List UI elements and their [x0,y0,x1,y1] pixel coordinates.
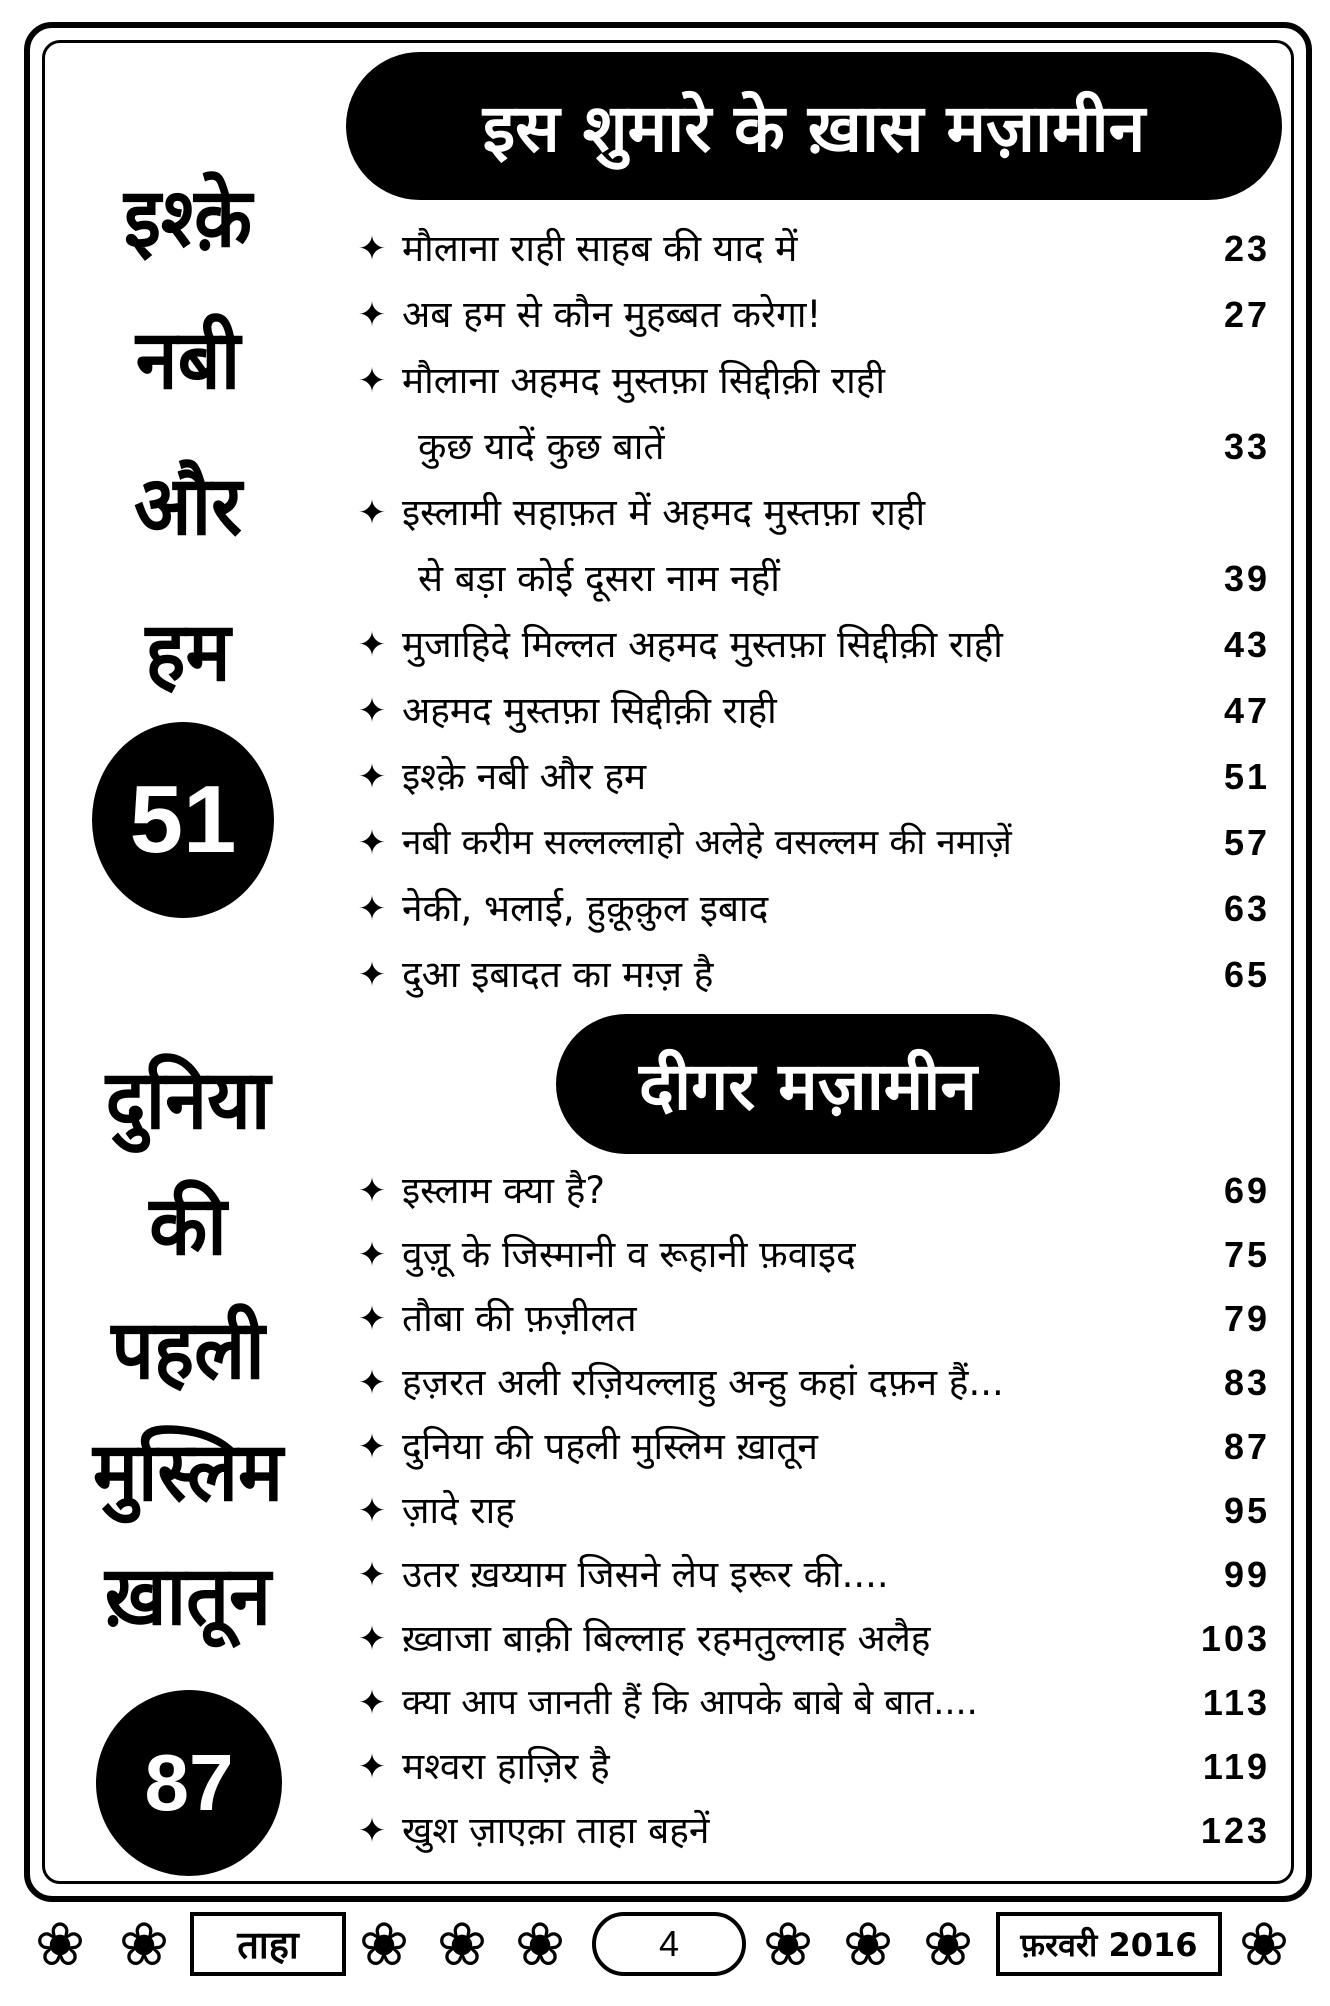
flower-ornament-icon: ❀ [436,1910,488,1980]
flower-ornament-icon: ❀ [514,1910,566,1980]
star-bullet-icon: ✦ [357,625,387,665]
toc-entry-page: 51 [1223,756,1270,797]
toc-entry[interactable] [350,284,1270,346]
toc-entry-title: नेकी, भलाई, हुक़ूक़ुल इबाद [402,887,769,930]
toc-entry-title: ज़ादे राह [402,1489,515,1532]
star-bullet-icon: ✦ [357,1619,387,1659]
star-bullet-icon: ✦ [357,1811,387,1851]
toc-entry[interactable] [350,812,1270,874]
toc-entry-page: 23 [1223,228,1270,269]
flower-ornament-icon: ❀ [1238,1910,1290,1980]
toc-entry[interactable] [350,1736,1270,1798]
toc-entry-title: अब हम से कौन मुहब्बत करेगा! [402,293,822,336]
toc-entry-title: दुआ इबादत का मग़्ज़ है [402,953,714,996]
toc-entry[interactable] [350,350,1270,412]
star-bullet-icon: ✦ [357,889,387,929]
issue-date: फ़रवरी 2016 [996,1912,1222,1976]
toc-entry-title: क्या आप जानती हैं कि आपके बाबे बे बात.... [402,1683,978,1723]
toc-entry-title: मौलाना राही साहब की याद में [402,227,798,270]
toc-entry-page: 119 [1202,1746,1270,1787]
toc-entry[interactable] [350,1608,1270,1670]
flower-ornament-icon: ❀ [118,1910,170,1980]
toc-entry-title: कुछ यादें कुछ बातें [418,425,665,468]
toc-entry-continuation[interactable] [350,548,1270,610]
toc-entry-title: तौबा की फ़ज़ीलत [402,1297,637,1340]
star-bullet-icon: ✦ [357,691,387,731]
toc-entry-title: से बड़ा कोई दूसरा नाम नहीं [418,557,780,600]
toc-entry-title: नबी करीम सल्लल्लाहो अलेहे वसल्लम की नमाज़ें [402,823,1012,863]
toc-entry-title: वुज़ू के जिस्मानी व रूहानी फ़वाइद [402,1233,856,1276]
star-bullet-icon: ✦ [357,1683,387,1723]
toc-entry-page: 27 [1223,294,1270,335]
feature2-word: पहली [111,1303,265,1398]
toc-entry-page: 95 [1223,1490,1270,1531]
flower-ornament-icon: ❀ [762,1910,814,1980]
toc-entry[interactable] [350,482,1270,544]
feature2-word: की [149,1179,227,1274]
toc-entry-page: 83 [1223,1362,1270,1403]
toc-entry[interactable] [350,1352,1270,1414]
toc-entry-title: खुश ज़ाएक़ा ताहा बहनें [402,1809,710,1852]
toc-entry-page: 87 [1223,1426,1270,1467]
toc-entry[interactable] [350,1416,1270,1478]
toc-entry-title: मुजाहिदे मिल्लत अहमद मुस्तफ़ा सिद्दीक़ी राही [402,623,1003,666]
toc-entry-page: 75 [1223,1234,1270,1275]
toc-entry-title: मश्वरा हाज़िर है [402,1745,610,1788]
toc-entry[interactable] [350,878,1270,940]
toc-entry[interactable] [350,614,1270,676]
feature2-page-badge: 87 [96,1690,282,1876]
feature2-word: ख़ातून [104,1549,272,1644]
flower-ornament-icon: ❀ [922,1910,974,1980]
toc-entry-page: 123 [1200,1810,1270,1851]
feature2-word: दुनिया [105,1053,271,1148]
toc-entry[interactable] [350,1224,1270,1286]
toc-entry[interactable] [350,680,1270,742]
toc-entry-title: अहमद मुस्तफ़ा सिद्दीक़ी राही [402,689,777,732]
feature1-word: और [133,459,243,554]
page-number: 4 [592,1912,746,1976]
flower-ornament-icon: ❀ [842,1910,894,1980]
star-bullet-icon: ✦ [357,955,387,995]
toc-entry-title: दुनिया की पहली मुस्लिम ख़ातून [402,1425,818,1468]
toc-entry-page: 57 [1223,822,1270,863]
feature1-word: नबी [135,313,241,408]
magazine-name: ताहा [190,1912,346,1976]
toc-entry[interactable] [350,1672,1270,1734]
toc-entry-page: 65 [1223,954,1270,995]
star-bullet-icon: ✦ [357,823,387,863]
toc-entry-page: 39 [1223,558,1270,599]
feature2-word: मुस्लिम [92,1425,284,1520]
star-bullet-icon: ✦ [357,229,387,269]
section1-heading: इस शुमारे के ख़ास मज़ामीन [346,52,1282,200]
star-bullet-icon: ✦ [357,1299,387,1339]
toc-entry[interactable] [350,1544,1270,1606]
star-bullet-icon: ✦ [357,1491,387,1531]
star-bullet-icon: ✦ [357,757,387,797]
toc-entry-title: इस्लाम क्या है? [402,1169,606,1212]
toc-entry-page: 43 [1223,624,1270,665]
star-bullet-icon: ✦ [357,493,387,533]
star-bullet-icon: ✦ [357,1747,387,1787]
toc-entry-title: ख़्वाजा बाक़ी बिल्लाह रहमतुल्लाह अलैह [402,1617,931,1660]
toc-entry[interactable] [350,1480,1270,1542]
toc-entry-page: 79 [1223,1298,1270,1339]
star-bullet-icon: ✦ [357,361,387,401]
toc-entry-page: 113 [1202,1682,1270,1723]
toc-entry-title: उतर ख़य्याम जिसने लेप इरूर की.... [402,1553,889,1596]
flower-ornament-icon: ❀ [358,1910,410,1980]
page-footer [0,1906,1330,1994]
toc-entry-page: 33 [1223,426,1270,467]
star-bullet-icon: ✦ [357,1427,387,1467]
section2-heading: दीगर मज़ामीन [556,1014,1060,1154]
star-bullet-icon: ✦ [357,1363,387,1403]
toc-entry[interactable] [350,218,1270,280]
toc-entry-title: हज़रत अली रज़ियल्लाहु अन्हु कहां दफ़न हैं... [402,1361,1004,1404]
star-bullet-icon: ✦ [357,295,387,335]
toc-entry-page: 69 [1223,1170,1270,1211]
toc-entry-title: इश्क़े नबी और हम [402,755,647,798]
star-bullet-icon: ✦ [357,1555,387,1595]
toc-entry[interactable] [350,1288,1270,1350]
toc-entry[interactable] [350,746,1270,808]
flower-ornament-icon: ❀ [34,1910,86,1980]
toc-entry-page: 63 [1223,888,1270,929]
feature1-word: हम [145,605,231,700]
star-bullet-icon: ✦ [357,1235,387,1275]
toc-entry-page: 103 [1200,1618,1270,1659]
feature1-word: इश्क़े [123,171,253,266]
toc-entry-title: इस्लामी सहाफ़त में अहमद मुस्तफ़ा राही [402,491,926,534]
toc-entry[interactable] [350,944,1270,1006]
toc-entry[interactable] [350,1160,1270,1222]
star-bullet-icon: ✦ [357,1171,387,1211]
toc-entry[interactable] [350,1800,1270,1862]
toc-entry-title: मौलाना अहमद मुस्तफ़ा सिद्दीक़ी राही [402,359,885,402]
toc-entry-page: 99 [1223,1554,1270,1595]
feature1-page-badge: 51 [92,722,274,918]
toc-entry-continuation[interactable] [350,416,1270,478]
toc-entry-page: 47 [1223,690,1270,731]
